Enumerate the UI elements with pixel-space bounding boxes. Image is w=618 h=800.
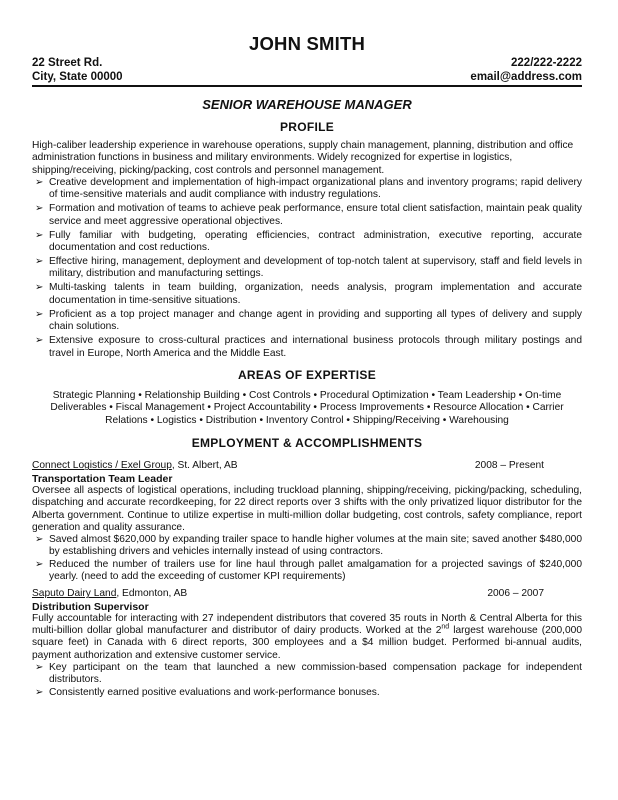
list-item: ➢ Extensive exposure to cross-cultural practices and international business protocols through military postings and travel in Europe, North America and the Middle East. — [35, 335, 582, 359]
expertise-list: Strategic Planning • Relationship Building • Cost Controls • Procedural Optimization • Team Leadership • On-time Deliverables • Fiscal Management • Project Accountability • Process Improvements • Resource Allocation • Carrier Relations • Logistics • Distribution • Inventory Control • Shipping/Receiving • Warehousing — [50, 389, 564, 426]
bullet-arrow-icon: ➢ — [35, 308, 44, 320]
company-name: Saputo Dairy Land — [32, 588, 117, 600]
bullet-arrow-icon: ➢ — [35, 686, 44, 698]
bullet-arrow-icon: ➢ — [35, 203, 44, 215]
bullet-arrow-icon: ➢ — [35, 662, 44, 674]
job-title: SENIOR WAREHOUSE MANAGER — [202, 97, 412, 112]
list-item: ➢ Multi-tasking talents in team building, organization, needs analysis, program implementation and accurate documentation in time-sensitive situations. — [35, 282, 582, 306]
list-item: ➢ Key participant on the team that launched a new commission-based compensation package for independent distributors. — [35, 662, 582, 686]
list-item: ➢ Effective hiring, management, deployment and development of top-notch talent at supervisory, staff and field levels in military, distribution and manufacturing settings. — [35, 256, 582, 280]
employment-dates: 2008 – Present — [474, 460, 544, 472]
bullet-arrow-icon: ➢ — [35, 176, 44, 188]
address-line-2: City, State 00000 — [32, 71, 123, 83]
bullet-arrow-icon: ➢ — [35, 256, 44, 268]
address-line-1: 22 Street Rd. — [32, 57, 103, 69]
phone-email-block — [470, 56, 582, 84]
employer — [32, 588, 187, 600]
list-item: ➢ Reduced the number of trailers use for line haul through pallet amalgamation for a projected savings of $240,000 yearly. (need to add the exceeding of customer KPI requirements) — [35, 558, 582, 582]
profile-bullet-list — [32, 177, 582, 360]
job-bullet-list — [32, 662, 582, 699]
job-entry-2 — [32, 588, 582, 699]
list-item: ➢ Fully familiar with budgeting, operating efficiencies, contract administration, executive reporting, accurate documentation and cost reductions. — [35, 229, 582, 253]
profile-heading: PROFILE — [279, 120, 335, 134]
employment-dates: 2006 – 2007 — [487, 588, 544, 600]
bullet-arrow-icon: ➢ — [35, 558, 44, 570]
role-title: Transportation Team Leader — [32, 472, 173, 485]
job-description: Fully accountable for interacting with 27 independent distributors that covered 35 routs in North & Central Alberta for this multi-billion dollar global manufacturer and distributor of dairy products. Worked at the 2nd largest warehouse (200,000 square feet) in Canada with 6 direct reports, 300 employees and a $4 million budget. Performed bi-annual audits, payment authorization and extensive customer service. — [32, 612, 582, 661]
expertise-heading: AREAS OF EXPERTISE — [237, 367, 377, 382]
list-item: ➢ Proficient as a top project manager and change agent in providing and supporting all types of delivery and supply chain solutions. — [35, 308, 582, 333]
bullet-arrow-icon: ➢ — [35, 335, 44, 347]
contact-block — [32, 56, 582, 84]
role-title: Distribution Supervisor — [32, 600, 149, 613]
company-location: , Edmonton, AB — [116, 588, 188, 600]
list-item: ➢ Saved almost $620,000 by expanding trailer space to handle higher volumes at the main site; saved another $480,000 by establishing drivers and vehicles internally instead of using contractors. — [35, 534, 582, 558]
job-entry-1 — [32, 460, 582, 583]
company-name: Connect Logistics / Exel Group — [32, 460, 172, 472]
bullet-arrow-icon: ➢ — [35, 282, 44, 294]
resume-page — [32, 34, 582, 699]
bullet-arrow-icon: ➢ — [35, 534, 44, 546]
list-item: ➢ Creative development and implementation of high-impact organizational plans and inventory programs; rapid delivery of time-sensitive materials and audit compliance with industry regulations. — [35, 176, 582, 201]
job-bullet-list — [32, 534, 582, 583]
bullet-arrow-icon: ➢ — [35, 229, 44, 241]
phone-number: 222/222-2222 — [511, 57, 582, 69]
email-address: email@address.com — [470, 71, 582, 83]
company-location: , St. Albert, AB — [171, 460, 238, 472]
employer-line — [32, 588, 582, 600]
employer — [32, 460, 238, 472]
list-item: ➢ Formation and motivation of teams to achieve peak performance, ensure total client satisfaction, maintain peak quality service and meet aggressive operational objectives. — [35, 203, 582, 227]
header-divider — [32, 85, 582, 87]
employment-heading: EMPLOYMENT & ACCOMPLISHMENTS — [191, 436, 423, 451]
employer-line — [32, 460, 582, 472]
list-item: ➢ Consistently earned positive evaluations and work-performance bonuses. — [35, 686, 380, 698]
address-block — [32, 56, 123, 84]
profile-summary: High-caliber leadership experience in warehouse operations, supply chain management, planning, distribution and office administration functions in business and military environments. Widely recognized for expertise in logistics, shipping/receiving, picking/packing, cost controls and personnel management. — [32, 140, 574, 176]
candidate-name: JOHN SMITH — [248, 33, 366, 54]
job-description: Oversee all aspects of logistical operations, including truckload planning, shipping/receiving, picking/packing, scheduling, dispatching and accurate recordkeeping, for 22 direct reports over 3 shifts with the only privatized liquor distributor for the Alberta government. Continue to utilize expertise in multi-million dollar budgeting, cost controls, safety compliance, report generation and quality assurance. — [32, 484, 582, 533]
